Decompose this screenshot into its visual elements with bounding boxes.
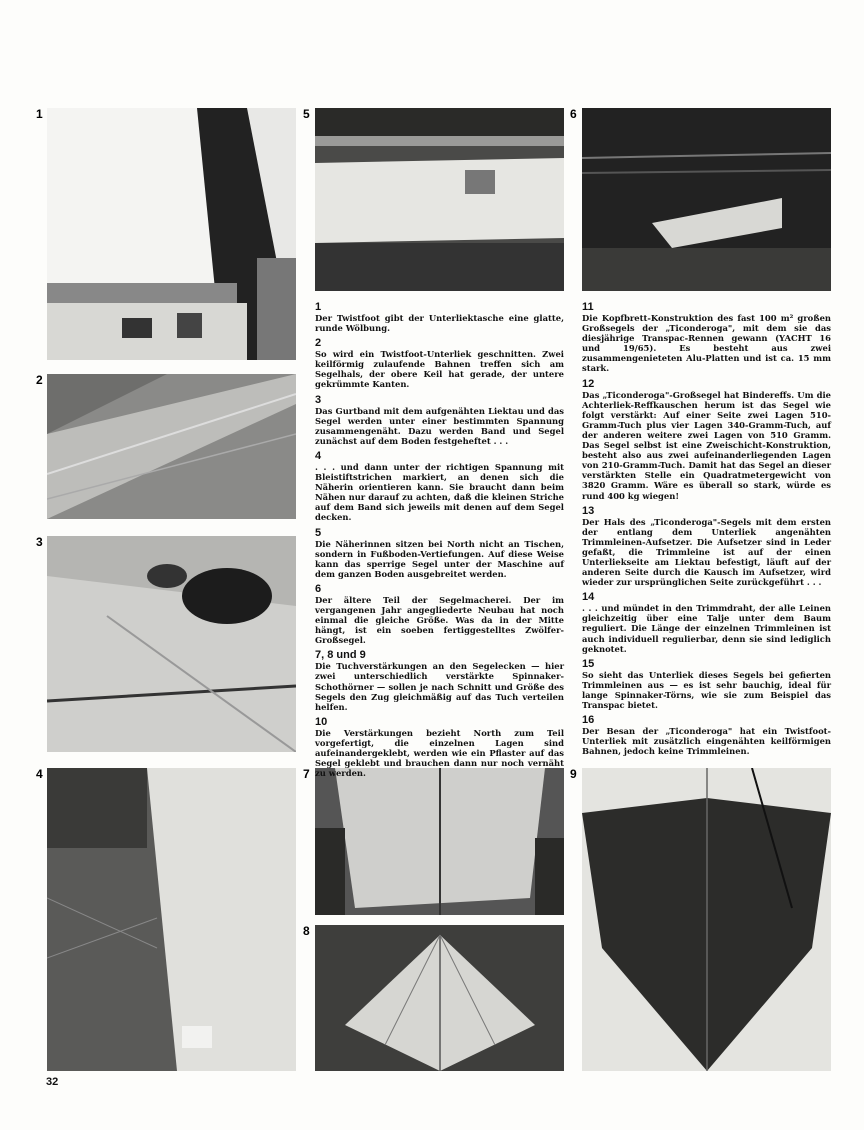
- caption-text: Die Näherinnen sitzen bei North nicht an Tischen, sondern in Fußboden-Vertiefungen. Auf diese Weise kann das sperrige Segel unter der Maschine auf dem ganzen Boden ausgebreitet werden.: [315, 538, 564, 579]
- caption-number: 13: [582, 504, 595, 517]
- photo-spinnaker-clew-2: [315, 925, 564, 1071]
- photo-sail-panels: [47, 374, 296, 519]
- photo-spinnaker-clew-1: [315, 768, 564, 915]
- caption-number: 14: [582, 591, 595, 604]
- caption-number: 12: [582, 377, 595, 390]
- photo-sail-marking: [47, 768, 296, 1071]
- photo-sail-twistfoot: [47, 108, 296, 360]
- caption-number: 2: [315, 337, 322, 350]
- caption-number: 16: [582, 714, 595, 727]
- caption-text: Der Hals des „Ticonderoga"-Segels mit dem ersten der entlang dem Unterliek angenähten Trimmleinen-Aufsetzer. Die Aufsetzer sind in Leder gefaßt, die Trimmleine ist auf der einen Unterliekseite am Liektau befestigt, läuft auf der anderen Seite durch die Kausch im Aufsetzer, wird wieder zur ursprünglichen Seite zurückgeführt . . .: [582, 516, 831, 588]
- caption-text: Die Tuchverstärkungen an den Segelecken — hier zwei unterschiedlich verstärkte Spinnaker-Schothörner — sollen je nach Schnitt und Größe des Segels den Zug gleichmäßig auf das Tuch verteilen helfen.: [315, 661, 564, 712]
- caption-text: Der ältere Teil der Segelmacherei. Der im vergangenen Jahr angegliederte Neubau hat noch einmal die gleiche Größe. Was da in der Mitte hängt, ist ein soeben fertiggestelltes Zwölfer-Großsegel.: [315, 594, 564, 646]
- caption-text: . . . und mündet in den Trimmdraht, der alle Leinen gleichzeitig über eine Talje unter dem Baum reguliert. Die Länge der einzelnen Trimmleinen ist auch individuell regulierbar, denn sie sind lediglich geknotet.: [582, 603, 831, 654]
- photo-number: 7: [303, 767, 310, 781]
- captions-middle-column: [315, 297, 564, 778]
- photo-sail-reinforcement: [582, 768, 831, 1071]
- photo-number: 2: [36, 373, 43, 387]
- caption-number: 1: [315, 301, 322, 313]
- caption-text: . . . und dann unter der richtigen Spannung mit Bleistiftstrichen markiert, an denen sich die Näherin orientieren kann. Sie braucht dann beim Nähen nur darauf zu achten, daß die kleinen Striche auf dem Band sich jeweils mit denen auf dem Segel decken.: [315, 461, 564, 523]
- caption-number: 7, 8 und 9: [315, 649, 366, 662]
- photo-seamstresses: [315, 108, 564, 291]
- page-number: 32: [46, 1076, 59, 1088]
- caption-text: So sieht das Unterliek dieses Segels bei gefierten Trimmleinen aus — es ist sehr bauchig, ideal für lange Spinnaker-Törns, wie sie zum Beispiel das Transpac bietet.: [582, 669, 831, 710]
- caption-text: Der Twistfoot gibt der Unterliektasche eine glatte, runde Wölbung.: [315, 313, 564, 334]
- caption-text: Das Gurtband mit dem aufgenähten Liektau und das Segel werden unter einer bestimmten Spannung zusammengenäht. Dazu werden Band und Segel zunächst auf dem Boden festgeheftet . . .: [315, 405, 564, 446]
- caption-number: 4: [315, 449, 322, 462]
- photo-number: 8: [303, 924, 310, 938]
- photo-number: 4: [36, 767, 43, 781]
- caption-number: 6: [315, 582, 322, 595]
- photo-number: 1: [36, 107, 43, 121]
- caption-text: So wird ein Twistfoot-Unterliek geschnitten. Zwei keilförmig zulaufende Bahnen treffen sich am Segelhals, der obere Keil hat gerade, der untere gekrümmte Kanten.: [315, 349, 564, 390]
- photo-sewing-hands: [47, 536, 296, 752]
- caption-text: Die Kopfbrett-Konstruktion des fast 100 m² großen Großsegels der „Ticonderoga", mit dem sie das diesjährige Transpac-Rennen gewann (YACHT 16 und 19/65). Es besteht aus zwei zusammengenieteten Alu-Platten und ist ca. 15 mm stark.: [582, 313, 831, 374]
- photo-number: 9: [570, 767, 577, 781]
- caption-number: 5: [315, 526, 322, 539]
- caption-number: 15: [582, 657, 595, 670]
- caption-text: Die Verstärkungen bezieht North zum Teil vorgefertigt, die einzelnen Lagen sind aufeinandergeklebt, werden wie ein Pflaster auf das Segel geklebt und brauchen dann nur noch vernäht zu werden.: [315, 727, 564, 779]
- caption-number: 3: [315, 393, 322, 406]
- photo-number: 5: [303, 107, 310, 121]
- caption-number: 10: [315, 715, 328, 728]
- captions-right-column: [582, 297, 831, 756]
- caption-number: 11: [582, 301, 594, 313]
- photo-sail-loft: [582, 108, 831, 291]
- caption-text: Das „Ticonderoga"-Großsegel hat Bindereffs. Um die Achterliek-Reffkauschen herum ist das Segel wie folgt verstärkt: Auf einer Seite zwei Lagen 510-Gramm-Tuch plus vier Lagen 340-Gramm-Tuch, auf der anderen weitere zwei Lagen von 510 Gramm. Das Segel selbst ist eine Zweischicht-Konstruktion, besteht also aus zwei aufeinanderliegenden Lagen von 210-Gramm-Tuch. Damit hat das Segel an dieser verstärkten Stelle ein Quadratmetergewicht von 3820 Gramm. Wäre es überall so stark, würde es rund 400 kg wiegen!: [582, 389, 831, 501]
- caption-text: Der Besan der „Ticonderoga" hat ein Twistfoot-Unterliek mit zusätzlich eingenähten keilförmigen Bahnen, jedoch keine Trimmleinen.: [582, 726, 831, 757]
- photo-number: 6: [570, 107, 577, 121]
- photo-number: 3: [36, 535, 43, 549]
